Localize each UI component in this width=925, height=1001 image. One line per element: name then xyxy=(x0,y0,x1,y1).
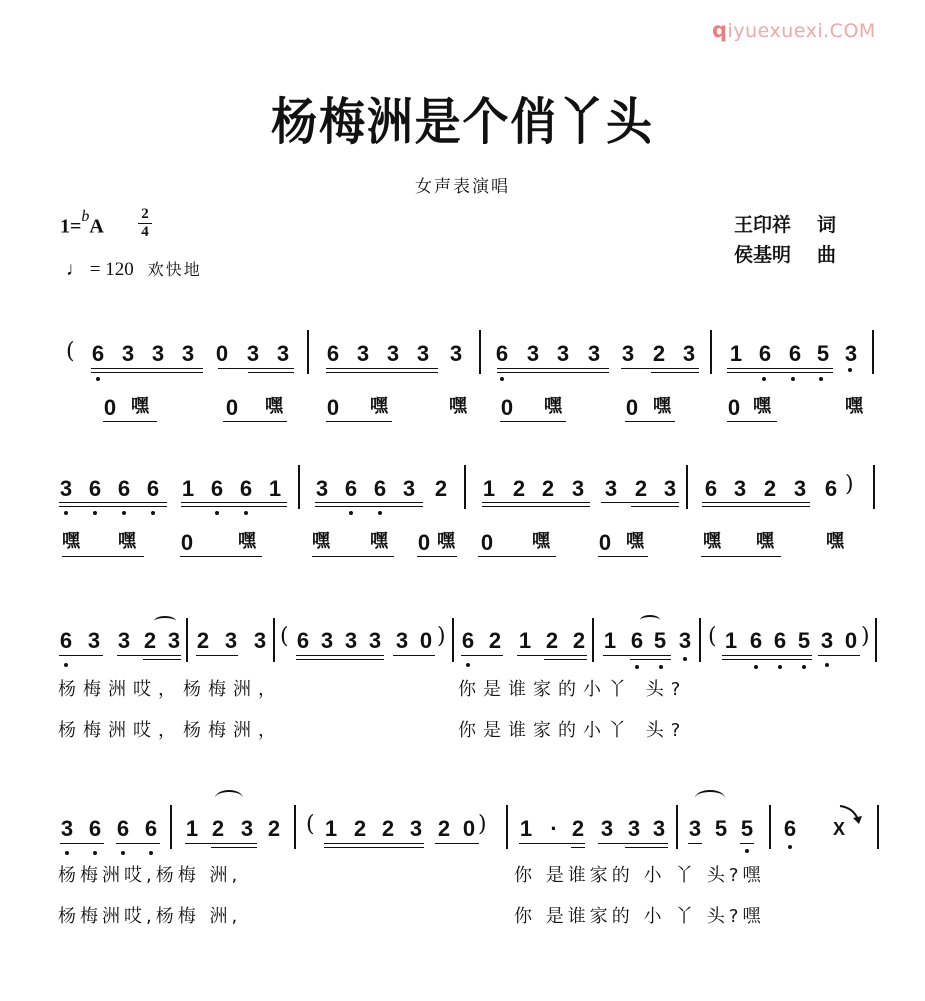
note: 3 xyxy=(409,816,423,841)
underline xyxy=(218,368,294,369)
note: 6 xyxy=(88,816,102,841)
barline xyxy=(699,618,701,662)
flat-icon: b xyxy=(81,208,90,225)
underline xyxy=(603,655,671,656)
low-octave-dot xyxy=(93,851,97,855)
rest: 0 xyxy=(500,395,514,420)
rest: 0 xyxy=(480,530,494,555)
low-octave-dot xyxy=(802,665,806,669)
note: 1 xyxy=(185,816,199,841)
lyricist-role: 词 xyxy=(817,214,837,236)
glissando-arrow-icon xyxy=(838,804,864,828)
barline xyxy=(873,465,875,509)
note: 3 xyxy=(600,816,614,841)
vocal-hey: 嘿 xyxy=(753,396,771,417)
underline xyxy=(571,847,585,848)
rest: 0 xyxy=(326,395,340,420)
underline xyxy=(196,655,238,656)
open-paren: ( xyxy=(280,624,289,649)
note: 5 xyxy=(816,341,830,366)
open-paren: ( xyxy=(66,339,75,364)
note: 5 xyxy=(653,628,667,653)
rest: 0 xyxy=(225,395,239,420)
lyrics-verse-1: 你 是谁家的 小 丫 头?嘿 xyxy=(514,865,765,886)
note: 6 xyxy=(88,476,102,501)
underline xyxy=(598,843,668,844)
note: 3 xyxy=(416,341,430,366)
underline xyxy=(818,655,860,656)
mood-marking: 欢快地 xyxy=(147,260,202,279)
tempo-value: = 120 xyxy=(89,259,134,280)
underline xyxy=(722,659,812,660)
time-bottom: 4 xyxy=(141,224,149,240)
note: 3 xyxy=(556,341,570,366)
note: 3 xyxy=(663,476,677,501)
low-octave-dot xyxy=(378,511,382,515)
underline xyxy=(326,372,438,373)
underline xyxy=(59,502,167,503)
note: 2 xyxy=(571,816,585,841)
underline xyxy=(478,556,556,557)
underline xyxy=(688,843,702,844)
note: 6 xyxy=(824,476,838,501)
low-octave-dot xyxy=(64,663,68,667)
note: 3 xyxy=(820,628,834,653)
note: 3 xyxy=(240,816,254,841)
note: 3 xyxy=(682,341,696,366)
underline xyxy=(517,655,587,656)
lyrics-verse-2: 你是谁家的小丫 头? xyxy=(458,720,688,741)
underline xyxy=(702,506,810,507)
low-octave-dot xyxy=(745,849,749,853)
underline xyxy=(181,502,287,503)
underline xyxy=(701,556,781,557)
note: 2 xyxy=(196,628,210,653)
underline xyxy=(544,659,587,660)
note: 6 xyxy=(495,341,509,366)
underline xyxy=(312,556,394,557)
underline xyxy=(519,843,585,844)
song-title: 杨梅洲是个俏丫头 xyxy=(271,93,654,151)
note: 2 xyxy=(211,816,225,841)
lyricist xyxy=(734,210,836,240)
key-note: A xyxy=(89,215,104,238)
note: 6 xyxy=(749,628,763,653)
close-paren: ) xyxy=(861,624,870,649)
note: 0 xyxy=(844,628,858,653)
note: 3 xyxy=(60,816,74,841)
note: 6 xyxy=(239,476,253,501)
vocal-hey: 嘿 xyxy=(118,531,136,552)
low-octave-dot xyxy=(762,377,766,381)
barline xyxy=(294,805,296,849)
underline xyxy=(497,372,609,373)
underline xyxy=(601,502,679,503)
slur xyxy=(640,615,660,625)
performance-type: 女声表演唱 xyxy=(415,177,510,197)
barline xyxy=(479,330,481,374)
vocal-hey: 嘿 xyxy=(265,396,283,417)
note: 3 xyxy=(320,628,334,653)
low-octave-dot xyxy=(122,511,126,515)
underline xyxy=(185,843,257,844)
note: 3 xyxy=(181,341,195,366)
note: 3 xyxy=(344,628,358,653)
underline xyxy=(461,655,503,656)
lyrics-verse-1: 杨梅洲哎,杨梅 洲, xyxy=(58,865,242,886)
tempo-marking xyxy=(66,257,202,281)
note: 2 xyxy=(381,816,395,841)
low-octave-dot xyxy=(149,851,153,855)
lyrics-verse-2: 杨梅洲哎，杨梅洲， xyxy=(58,720,283,741)
underline xyxy=(702,502,810,503)
note: 1 xyxy=(729,341,743,366)
barline xyxy=(676,805,678,849)
note: 6 xyxy=(116,816,130,841)
note: 3 xyxy=(526,341,540,366)
vocal-hey: 嘿 xyxy=(449,396,467,417)
note: 3 xyxy=(678,628,692,653)
barline xyxy=(307,330,309,374)
note: 1 xyxy=(518,628,532,653)
underline xyxy=(500,421,566,422)
underline xyxy=(482,502,590,503)
key-prefix: 1= xyxy=(60,215,82,238)
underline xyxy=(722,655,812,656)
note: 6 xyxy=(373,476,387,501)
note: 6 xyxy=(344,476,358,501)
note: 6 xyxy=(758,341,772,366)
low-octave-dot xyxy=(825,663,829,667)
low-octave-dot xyxy=(754,665,758,669)
low-octave-dot xyxy=(349,511,353,515)
note: 3 xyxy=(167,628,181,653)
underline xyxy=(91,372,203,373)
underline xyxy=(625,847,668,848)
note: 3 xyxy=(793,476,807,501)
barline xyxy=(452,618,454,662)
note: 2 xyxy=(572,628,586,653)
close-paren: ) xyxy=(437,624,446,649)
underline xyxy=(727,421,777,422)
underline xyxy=(727,368,833,369)
note: 1 xyxy=(482,476,496,501)
barline xyxy=(170,805,172,849)
low-octave-dot xyxy=(791,377,795,381)
note: 6 xyxy=(788,341,802,366)
note: 3 xyxy=(604,476,618,501)
shout-x: X xyxy=(832,819,845,839)
barline xyxy=(872,330,874,374)
low-octave-dot xyxy=(65,851,69,855)
note: 3 xyxy=(87,628,101,653)
vocal-hey: 嘿 xyxy=(62,531,80,552)
barline xyxy=(769,805,771,849)
slur xyxy=(695,790,725,806)
underline xyxy=(740,843,754,844)
underline xyxy=(59,655,103,656)
underline xyxy=(417,556,457,557)
underline xyxy=(324,847,424,848)
rest: 0 xyxy=(103,395,117,420)
note: 2 xyxy=(512,476,526,501)
low-octave-dot xyxy=(848,368,852,372)
note: 6 xyxy=(461,628,475,653)
note: 6 xyxy=(144,816,158,841)
barline xyxy=(877,805,879,849)
note: 5 xyxy=(714,816,728,841)
low-octave-dot xyxy=(683,657,687,661)
note: 2 xyxy=(634,476,648,501)
vocal-hey: 嘿 xyxy=(312,531,330,552)
time-signature xyxy=(138,207,152,240)
barline xyxy=(875,618,877,662)
key-signature xyxy=(60,208,104,239)
barline xyxy=(686,465,688,509)
low-octave-dot xyxy=(151,511,155,515)
note: 6 xyxy=(704,476,718,501)
lyrics-verse-2: 杨梅洲哎,杨梅 洲, xyxy=(58,906,242,927)
note: 6 xyxy=(326,341,340,366)
underline xyxy=(625,421,675,422)
vocal-hey: 嘿 xyxy=(756,531,774,552)
note: 2 xyxy=(763,476,777,501)
augmentation-dot: · xyxy=(550,816,558,841)
note: 3 xyxy=(449,341,463,366)
underline xyxy=(223,421,287,422)
note: 3 xyxy=(253,628,267,653)
note: 3 xyxy=(356,341,370,366)
open-paren: ( xyxy=(306,812,315,837)
lyrics-verse-2: 你 是谁家的 小 丫 头?嘿 xyxy=(514,906,765,927)
note: 2 xyxy=(652,341,666,366)
barline xyxy=(710,330,712,374)
vocal-hey: 嘿 xyxy=(437,531,455,552)
underline xyxy=(630,659,671,660)
credits xyxy=(734,210,836,270)
note: 6 xyxy=(630,628,644,653)
underline xyxy=(631,506,679,507)
underline xyxy=(324,843,424,844)
note: 3 xyxy=(276,341,290,366)
note: 3 xyxy=(621,341,635,366)
rest: 0 xyxy=(727,395,741,420)
vocal-hey: 嘿 xyxy=(131,396,149,417)
note: 1 xyxy=(268,476,282,501)
note: 2 xyxy=(437,816,451,841)
low-octave-dot xyxy=(466,663,470,667)
note: 2 xyxy=(434,476,448,501)
time-top: 2 xyxy=(141,206,149,222)
watermark-q: q xyxy=(712,18,728,42)
barline xyxy=(592,618,594,662)
barline xyxy=(464,465,466,509)
note: 0 xyxy=(215,341,229,366)
note: 5 xyxy=(797,628,811,653)
note: 2 xyxy=(545,628,559,653)
underline xyxy=(180,556,262,557)
underline xyxy=(62,556,144,557)
note: 2 xyxy=(488,628,502,653)
note: 3 xyxy=(315,476,329,501)
open-paren: ( xyxy=(708,624,717,649)
composer xyxy=(734,240,836,270)
note: 6 xyxy=(210,476,224,501)
vocal-hey: 嘿 xyxy=(544,396,562,417)
vocal-hey: 嘿 xyxy=(370,396,388,417)
close-paren: ) xyxy=(478,812,487,837)
note: 3 xyxy=(627,816,641,841)
underline xyxy=(482,506,590,507)
note: 0 xyxy=(419,628,433,653)
note: 6 xyxy=(59,628,73,653)
vocal-hey: 嘿 xyxy=(703,531,721,552)
note: 3 xyxy=(395,628,409,653)
note: 3 xyxy=(386,341,400,366)
low-octave-dot xyxy=(244,511,248,515)
note: 3 xyxy=(688,816,702,841)
barline xyxy=(506,805,508,849)
rest: 0 xyxy=(417,530,431,555)
underline xyxy=(315,506,423,507)
underline xyxy=(116,843,160,844)
barline xyxy=(298,465,300,509)
underline xyxy=(60,843,104,844)
note: 3 xyxy=(844,341,858,366)
watermark xyxy=(712,18,876,42)
lyrics-verse-1: 杨梅洲哎，杨梅洲， xyxy=(58,679,283,700)
underline xyxy=(91,368,203,369)
vocal-hey: 嘿 xyxy=(370,531,388,552)
note: 2 xyxy=(353,816,367,841)
note: 3 xyxy=(402,476,416,501)
note: 3 xyxy=(117,628,131,653)
low-octave-dot xyxy=(788,845,792,849)
note: 3 xyxy=(587,341,601,366)
note: 2 xyxy=(267,816,281,841)
underline xyxy=(296,655,384,656)
note: 2 xyxy=(541,476,555,501)
note: 3 xyxy=(151,341,165,366)
note: 3 xyxy=(368,628,382,653)
barline xyxy=(273,618,275,662)
underline xyxy=(727,372,833,373)
vocal-hey: 嘿 xyxy=(653,396,671,417)
low-octave-dot xyxy=(96,377,100,381)
note: 1 xyxy=(724,628,738,653)
low-octave-dot xyxy=(64,511,68,515)
underline xyxy=(248,372,294,373)
close-paren: ) xyxy=(845,472,854,497)
note: 6 xyxy=(783,816,797,841)
note: 6 xyxy=(146,476,160,501)
note: 3 xyxy=(59,476,73,501)
lyrics-verse-1: 你是谁家的小丫 头? xyxy=(458,679,688,700)
low-octave-dot xyxy=(215,511,219,515)
note: 1 xyxy=(519,816,533,841)
underline xyxy=(326,421,392,422)
note: 6 xyxy=(117,476,131,501)
note: 3 xyxy=(246,341,260,366)
note: 3 xyxy=(571,476,585,501)
underline xyxy=(393,655,435,656)
note: 6 xyxy=(91,341,105,366)
quarter-note-icon: ♩ xyxy=(66,259,85,280)
low-octave-dot xyxy=(93,511,97,515)
note: 3 xyxy=(733,476,747,501)
vocal-hey: 嘿 xyxy=(532,531,550,552)
composer-role: 曲 xyxy=(817,244,837,266)
underline xyxy=(651,372,699,373)
underline xyxy=(621,368,699,369)
vocal-hey: 嘿 xyxy=(845,396,863,417)
low-octave-dot xyxy=(500,377,504,381)
watermark-text: iyuexuexi.COM xyxy=(727,20,876,42)
note: 3 xyxy=(652,816,666,841)
note: 6 xyxy=(296,628,310,653)
low-octave-dot xyxy=(121,851,125,855)
low-octave-dot xyxy=(819,377,823,381)
note: 3 xyxy=(224,628,238,653)
underline xyxy=(181,506,287,507)
underline xyxy=(211,847,257,848)
underline xyxy=(59,506,167,507)
rest: 0 xyxy=(625,395,639,420)
note: 1 xyxy=(324,816,338,841)
underline xyxy=(117,655,181,656)
lyricist-name: 王印祥 xyxy=(734,214,792,236)
underline xyxy=(497,368,609,369)
underline xyxy=(435,843,479,844)
underline xyxy=(598,556,648,557)
underline xyxy=(103,421,157,422)
note: 6 xyxy=(773,628,787,653)
rest: 0 xyxy=(180,530,194,555)
note: 5 xyxy=(740,816,754,841)
vocal-hey: 嘿 xyxy=(238,531,256,552)
barline xyxy=(186,618,188,662)
note: 1 xyxy=(603,628,617,653)
slur xyxy=(215,790,243,806)
underline xyxy=(143,659,181,660)
composer-name: 侯基明 xyxy=(734,244,792,266)
low-octave-dot xyxy=(778,665,782,669)
underline xyxy=(315,502,423,503)
slur xyxy=(154,616,176,626)
low-octave-dot xyxy=(659,665,663,669)
vocal-hey: 嘿 xyxy=(826,531,844,552)
low-octave-dot xyxy=(635,665,639,669)
note: 0 xyxy=(462,816,476,841)
note: 2 xyxy=(143,628,157,653)
underline xyxy=(296,659,384,660)
note: 3 xyxy=(121,341,135,366)
note: 1 xyxy=(181,476,195,501)
rest: 0 xyxy=(598,530,612,555)
underline xyxy=(326,368,438,369)
vocal-hey: 嘿 xyxy=(626,531,644,552)
